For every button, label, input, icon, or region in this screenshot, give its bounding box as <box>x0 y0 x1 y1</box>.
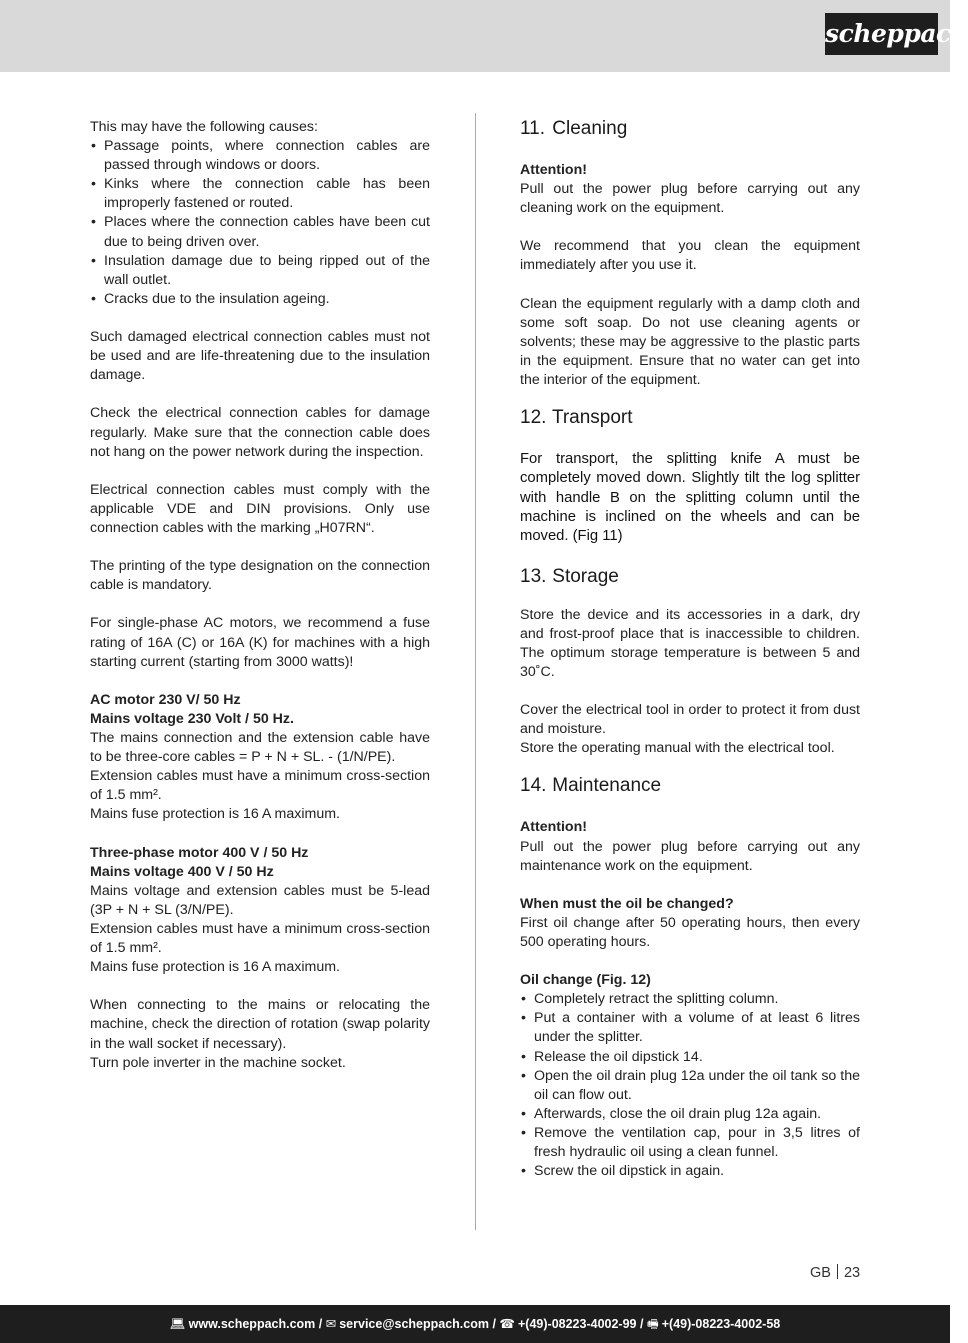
paragraph-single-phase: For single-phase AC motors, we recommend a fuse rating of 16A (C) or 16A (K) for machines with a high starting current (starting from 3000 watts)! <box>90 615 430 670</box>
section-heading-storage <box>520 566 860 588</box>
ac-motor-heading: AC motor 230 V/ 50 Hz <box>90 691 241 708</box>
section-number: 14. <box>520 775 547 797</box>
list-item: • Screw the oil dipstick in again. <box>520 1162 860 1181</box>
oil-change-answer: First oil change after 50 operating hours, then every 500 operating hours. <box>520 914 860 951</box>
list-item: • Put a container with a volume of at least 6 litres under the splitter. <box>520 1009 860 1047</box>
paragraph-connecting: When connecting to the mains or relocating the machine, check the direction of rotation (swap polarity in the wall socket if necessary). <box>90 997 430 1052</box>
ac-paragraph-3: Mains fuse protection is 16 A maximum. <box>90 806 340 823</box>
section-title: Cleaning <box>552 118 628 139</box>
transport-paragraph: For transport, the splitting knife A must be completely moved down. Slightly tilt the log splitter with handle B on the splitting column until the machine is inclined on the wheels and can be moved. (Fig 11) <box>520 451 860 545</box>
column-divider <box>475 113 476 1230</box>
paragraph-printing: The printing of the type designation on the connection cable is mandatory. <box>90 558 430 594</box>
three-phase-heading: Three-phase motor 400 V / 50 Hz <box>90 844 309 861</box>
section-heading-cleaning <box>520 118 860 140</box>
section-number: 12. <box>520 407 547 429</box>
list-item: • Kinks where the connection cable has been improperly fastened or routed. <box>90 175 430 213</box>
maintenance-paragraph-1: Pull out the power plug before carrying out any maintenance work on the equipment. <box>520 838 860 874</box>
header-bar <box>0 0 968 72</box>
ac-mains-voltage: Mains voltage 230 Volt / 50 Hz. <box>90 710 294 727</box>
causes-intro: This may have the following causes: <box>90 119 318 135</box>
section-title: Transport <box>551 407 633 429</box>
phone-icon: ☎︎ <box>499 1317 515 1331</box>
storage-paragraph-3: Store the operating manual with the electrical tool. <box>520 740 835 757</box>
list-item: • Passage points, where connection cables are passed through windows or doors. <box>90 137 430 175</box>
language-code: GB <box>810 1265 831 1281</box>
three-phase-paragraph-1: Mains voltage and extension cables must be 5-lead (3P + N + SL (3/N/PE). <box>90 882 430 918</box>
footer-bar <box>0 1305 950 1343</box>
section-heading-maintenance <box>520 775 860 797</box>
paragraph-comply: Electrical connection cables must comply with the applicable VDE and DIN provisions. Only use connection cables with the marking „H07RN“. <box>90 481 430 536</box>
oil-change-heading: Oil change (Fig. 12) <box>520 972 651 989</box>
maintenance-attention: Attention! <box>520 819 587 836</box>
list-item: • Open the oil drain plug 12a under the oil tank so the oil can flow out. <box>520 1067 860 1105</box>
email-icon: ✉︎ <box>325 1317 337 1331</box>
right-column <box>520 118 860 1181</box>
ac-paragraph-2: Extension cables must have a minimum cross-section of 1.5 mm². <box>90 768 430 804</box>
section-title: Storage <box>552 565 619 587</box>
scheppach-logo: scheppach <box>825 13 938 55</box>
page-number <box>810 1264 860 1281</box>
storage-paragraph-1: Store the device and its accessories in a dark, dry and frost-proof place that is inaccessible to children. The optimum storage temperature is between 5 and 30˚C. <box>520 606 860 680</box>
list-item: • Insulation damage due to being ripped out of the wall outlet. <box>90 252 430 290</box>
paragraph-turn-pole: Turn pole inverter in the machine socket. <box>90 1054 346 1071</box>
cleaning-paragraph-3: Clean the equipment regularly with a damp cloth and some soft soap. Do not use cleaning agents or solvents; these may be aggressive to the plastic parts in the equipment. Ensure that no water can get into the interior of the equipment. <box>520 295 860 389</box>
cleaning-attention: Attention! <box>520 162 587 178</box>
cleaning-paragraph-2: We recommend that you clean the equipment immediately after you use it. <box>520 238 860 274</box>
footer-phone: +(49)-08223-4002-99 / <box>518 1317 644 1331</box>
section-heading-transport <box>520 407 860 429</box>
three-phase-paragraph-2: Extension cables must have a minimum cross-section of 1.5 mm². <box>90 920 430 957</box>
footer-fax: +(49)-08223-4002-58 <box>661 1317 781 1331</box>
section-number: 13. <box>520 565 547 587</box>
paragraph-damaged-cables: Such damaged electrical connection cables must not be used and are life-threatening due to the insulation damage. <box>90 329 430 384</box>
storage-paragraph-2: Cover the electrical tool in order to protect it from dust and moisture. <box>520 702 860 738</box>
three-phase-paragraph-3: Mains fuse protection is 16 A maximum. <box>90 959 340 976</box>
section-title: Maintenance <box>552 775 662 797</box>
page-number-separator <box>837 1264 838 1279</box>
footer-email: service@scheppach.com / <box>339 1317 496 1331</box>
ac-paragraph-1: The mains connection and the extension cable have to be three-core cables = P + N + SL. - (1/N/PE). <box>90 730 430 766</box>
left-column <box>90 118 430 1073</box>
fax-icon: 🖷︎ <box>646 1317 659 1331</box>
list-item: • Completely retract the splitting column. <box>520 990 860 1009</box>
page-number-value: 23 <box>843 1265 861 1281</box>
three-phase-mains-voltage: Mains voltage 400 V / 50 Hz <box>90 863 274 880</box>
oil-change-steps <box>520 990 860 1181</box>
cleaning-paragraph-1: Pull out the power plug before carrying out any cleaning work on the equipment. <box>520 181 860 217</box>
paragraph-check-cables: Check the electrical connection cables for damage regularly. Make sure that the connection cable does not hang on the power network during the inspection. <box>90 405 430 460</box>
computer-icon: 💻︎ <box>169 1317 186 1331</box>
section-number: 11. <box>520 118 546 139</box>
list-item: • Afterwards, close the oil drain plug 12a again. <box>520 1105 860 1124</box>
list-item: • Places where the connection cables have been cut due to being driven over. <box>90 213 430 251</box>
causes-list <box>90 137 430 309</box>
list-item: • Release the oil dipstick 14. <box>520 1048 860 1067</box>
list-item: • Cracks due to the insulation ageing. <box>90 290 430 309</box>
oil-change-question: When must the oil be changed? <box>520 895 734 912</box>
footer-website: www.scheppach.com / <box>188 1317 323 1331</box>
list-item: • Remove the ventilation cap, pour in 3,5 litres of fresh hydraulic oil using a clean funnel. <box>520 1124 860 1162</box>
